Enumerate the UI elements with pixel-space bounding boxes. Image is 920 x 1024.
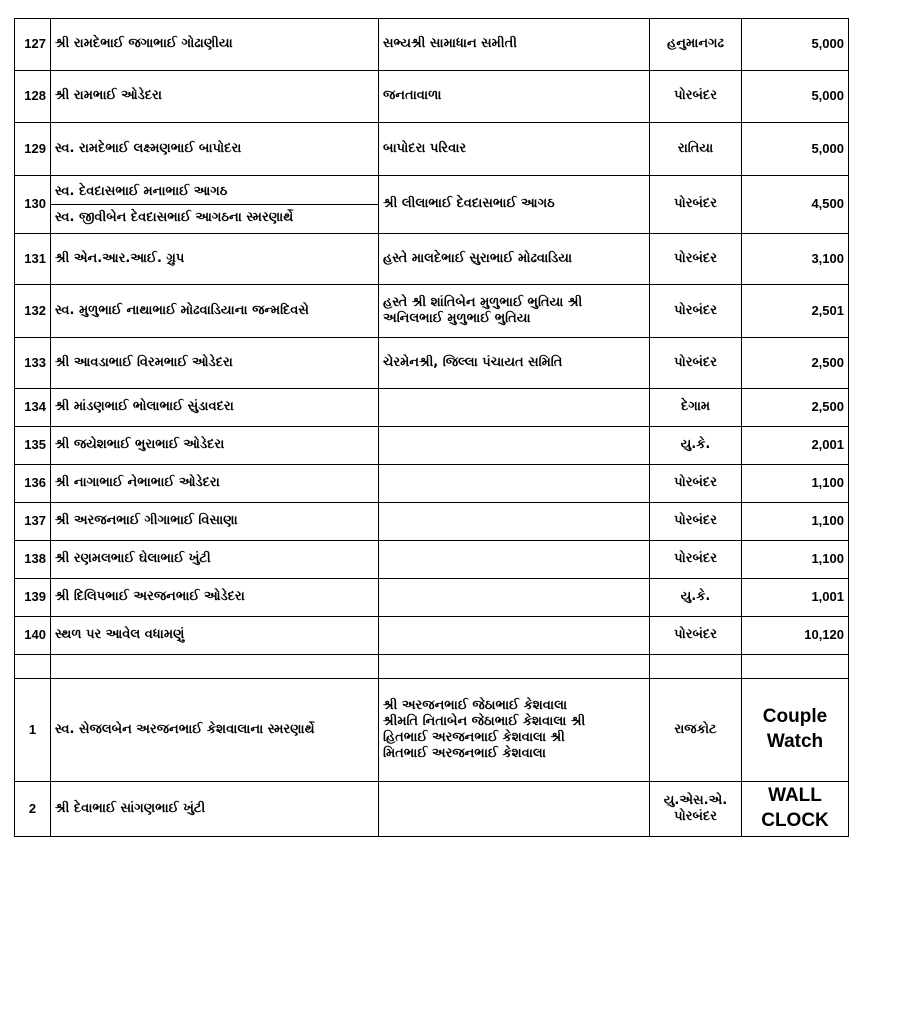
- donor-place: રાતિયા: [650, 123, 742, 176]
- donation-amount: 3,100: [742, 234, 849, 285]
- donor-place: પોરબંદર: [650, 338, 742, 389]
- serial-number: 140: [15, 617, 51, 655]
- serial-number: 136: [15, 465, 51, 503]
- table-row: [15, 71, 849, 123]
- donation-amount: 4,500: [742, 176, 849, 234]
- donor-place-line: પોરબંદર: [674, 809, 717, 824]
- donor-reference: [379, 579, 650, 617]
- donation-amount: 2,501: [742, 285, 849, 338]
- donor-reference: જનતાવાળા: [379, 71, 650, 123]
- serial-number: 132: [15, 285, 51, 338]
- table-row: [15, 503, 849, 541]
- donor-name: સ્વ. મુળુભાઈ નાથાભાઈ મોઢવાડિયાના જન્મદિવસે: [51, 285, 379, 338]
- serial-number: 2: [15, 782, 51, 837]
- donor-place: [650, 782, 742, 837]
- donor-name: શ્રી દેવાભાઈ સાંગણભાઈ ખુંટી: [51, 782, 379, 837]
- table-row: [15, 285, 849, 338]
- donor-reference: [379, 389, 650, 427]
- donor-place: રાજકોટ: [650, 679, 742, 782]
- donation-amount: 5,000: [742, 71, 849, 123]
- serial-number: 127: [15, 19, 51, 71]
- table-row: [15, 176, 849, 234]
- serial-number: 137: [15, 503, 51, 541]
- donor-name: શ્રી રામભાઈ ઓડેદરા: [51, 71, 379, 123]
- empty-cell: [742, 655, 849, 679]
- table-row: [15, 389, 849, 427]
- donor-reference: [379, 503, 650, 541]
- serial-number: 1: [15, 679, 51, 782]
- donor-reference: [379, 465, 650, 503]
- donor-place: પોરબંદર: [650, 503, 742, 541]
- donor-name: શ્રી અરજનભાઈ ગીગાભાઈ વિસાણા: [51, 503, 379, 541]
- donor-place: યુ.કે.: [650, 579, 742, 617]
- donor-reference-line: હિતભાઈ અરજનભાઈ કેશવાલા શ્રી: [383, 730, 565, 745]
- table-row-empty: [15, 655, 849, 679]
- empty-cell: [379, 655, 650, 679]
- donor-reference: સભ્યશ્રી સામાધાન સમીતી: [379, 19, 650, 71]
- donor-name: [51, 176, 379, 234]
- donor-reference: ચેરમેનશ્રી, જિલ્લા પંચાયત સમિતિ: [379, 338, 650, 389]
- donation-amount: 1,001: [742, 579, 849, 617]
- donor-name: સ્વ. સેજલબેન અરજનભાઈ કેશવાલાના સ્મરણાર્થે: [51, 679, 379, 782]
- donor-place: હનુમાનગઢ: [650, 19, 742, 71]
- table-row: [15, 679, 849, 782]
- donor-name: શ્રી રણમલભાઈ ઘેલાભાઈ ખુંટી: [51, 541, 379, 579]
- donation-amount: 1,100: [742, 541, 849, 579]
- gift-item-line: Watch: [766, 731, 824, 752]
- donation-amount: 2,500: [742, 389, 849, 427]
- donor-reference: શ્રી લીલાભાઈ દેવદાસભાઈ આગઠ: [379, 176, 650, 234]
- donor-name: શ્રી માંડણભાઈ ભોલાભાઈ સુંડાવદરા: [51, 389, 379, 427]
- donor-place: પોરબંદર: [650, 465, 742, 503]
- table-row: [15, 617, 849, 655]
- donor-name: શ્રી નાગાભાઈ નેભાભાઈ ઓડેદરા: [51, 465, 379, 503]
- serial-number: 134: [15, 389, 51, 427]
- table-row: [15, 579, 849, 617]
- table-row: [15, 338, 849, 389]
- donor-place: પોરબંદર: [650, 234, 742, 285]
- table-row: [15, 465, 849, 503]
- table-row: [15, 234, 849, 285]
- serial-number: 130: [15, 176, 51, 234]
- donor-reference-line: શ્રી અરજનભાઈ જેઠાભાઈ કેશવાલા: [383, 697, 568, 713]
- donor-reference: [379, 617, 650, 655]
- donor-name: શ્રી રામદેભાઈ જગાભાઈ ગોઢાણીયા: [51, 19, 379, 71]
- empty-cell: [15, 655, 51, 679]
- donation-amount: 2,001: [742, 427, 849, 465]
- table-row: [15, 541, 849, 579]
- donor-reference: [379, 782, 650, 837]
- donor-name: શ્રી જયેશભાઈ ભુરાભાઈ ઓડેદરા: [51, 427, 379, 465]
- gift-item-line: WALL: [768, 785, 822, 807]
- empty-cell: [51, 655, 379, 679]
- donor-reference: [379, 541, 650, 579]
- table-row: [15, 19, 849, 71]
- donor-reference: હસ્તે માલદેભાઈ સુરાભાઈ મોઢવાડિયા: [379, 234, 650, 285]
- donor-name-line: સ્વ. જીવીબેન દેવદાસભાઈ આગઠના સ્મરણાર્થે: [55, 210, 294, 225]
- donor-place: પોરબંદર: [650, 541, 742, 579]
- donation-amount: 5,000: [742, 19, 849, 71]
- donation-amount: 1,100: [742, 503, 849, 541]
- gift-item-line: Couple: [762, 706, 828, 728]
- donor-place-line: યુ.એસ.એ.: [663, 792, 728, 808]
- donor-reference: [379, 285, 650, 338]
- gift-item: [742, 782, 849, 837]
- serial-number: 133: [15, 338, 51, 389]
- donor-reference-line: મિતભાઈ અરજનભાઈ કેશવાલા: [383, 746, 546, 762]
- serial-number: 135: [15, 427, 51, 465]
- donor-place: યુ.કે.: [650, 427, 742, 465]
- serial-number: 128: [15, 71, 51, 123]
- donor-reference: [379, 427, 650, 465]
- donation-amount: 10,120: [742, 617, 849, 655]
- donor-place: પોરબંદર: [650, 176, 742, 234]
- donor-place: પોરબંદર: [650, 617, 742, 655]
- donor-reference-line: હસ્તે શ્રી શાંતિબેન મુળુભાઈ ભુતિયા શ્રી: [383, 294, 583, 310]
- serial-number: 139: [15, 579, 51, 617]
- gift-item: [742, 679, 849, 782]
- donor-place: પોરબંદર: [650, 71, 742, 123]
- serial-number: 129: [15, 123, 51, 176]
- table-row: [15, 427, 849, 465]
- donation-table: [14, 18, 849, 837]
- donor-name: શ્રી આવડાભાઈ વિરમભાઈ ઓડેદરા: [51, 338, 379, 389]
- donation-amount: 2,500: [742, 338, 849, 389]
- donor-reference: [379, 679, 650, 782]
- serial-number: 131: [15, 234, 51, 285]
- empty-cell: [650, 655, 742, 679]
- donation-amount: 5,000: [742, 123, 849, 176]
- donor-name: સ્થળ પર આવેલ વધામણું: [51, 617, 379, 655]
- donor-place: દેગામ: [650, 389, 742, 427]
- donor-reference: બાપોદરા પરિવાર: [379, 123, 650, 176]
- donor-reference-line: શ્રીમતિ નિતાબેન જેઠાભાઈ કેશવાલા શ્રી: [383, 713, 586, 729]
- table-row: [15, 123, 849, 176]
- donor-place: પોરબંદર: [650, 285, 742, 338]
- table-row: [15, 782, 849, 837]
- donor-reference-line: અનિલભાઈ મુળુભાઈ ભુતિયા: [383, 311, 531, 326]
- donor-name: સ્વ. રામદેભાઈ લક્ષ્મણભાઈ બાપોદરા: [51, 123, 379, 176]
- donor-name: શ્રી એન.આર.આઈ. ગ્રુપ: [51, 234, 379, 285]
- donor-name-line: સ્વ. દેવદાસભાઈ મનાભાઈ આગઠ: [51, 179, 378, 205]
- donation-amount: 1,100: [742, 465, 849, 503]
- gift-item-line: CLOCK: [761, 810, 829, 831]
- donor-name: શ્રી દિલિપભાઈ અરજનભાઈ ઓડેદરા: [51, 579, 379, 617]
- serial-number: 138: [15, 541, 51, 579]
